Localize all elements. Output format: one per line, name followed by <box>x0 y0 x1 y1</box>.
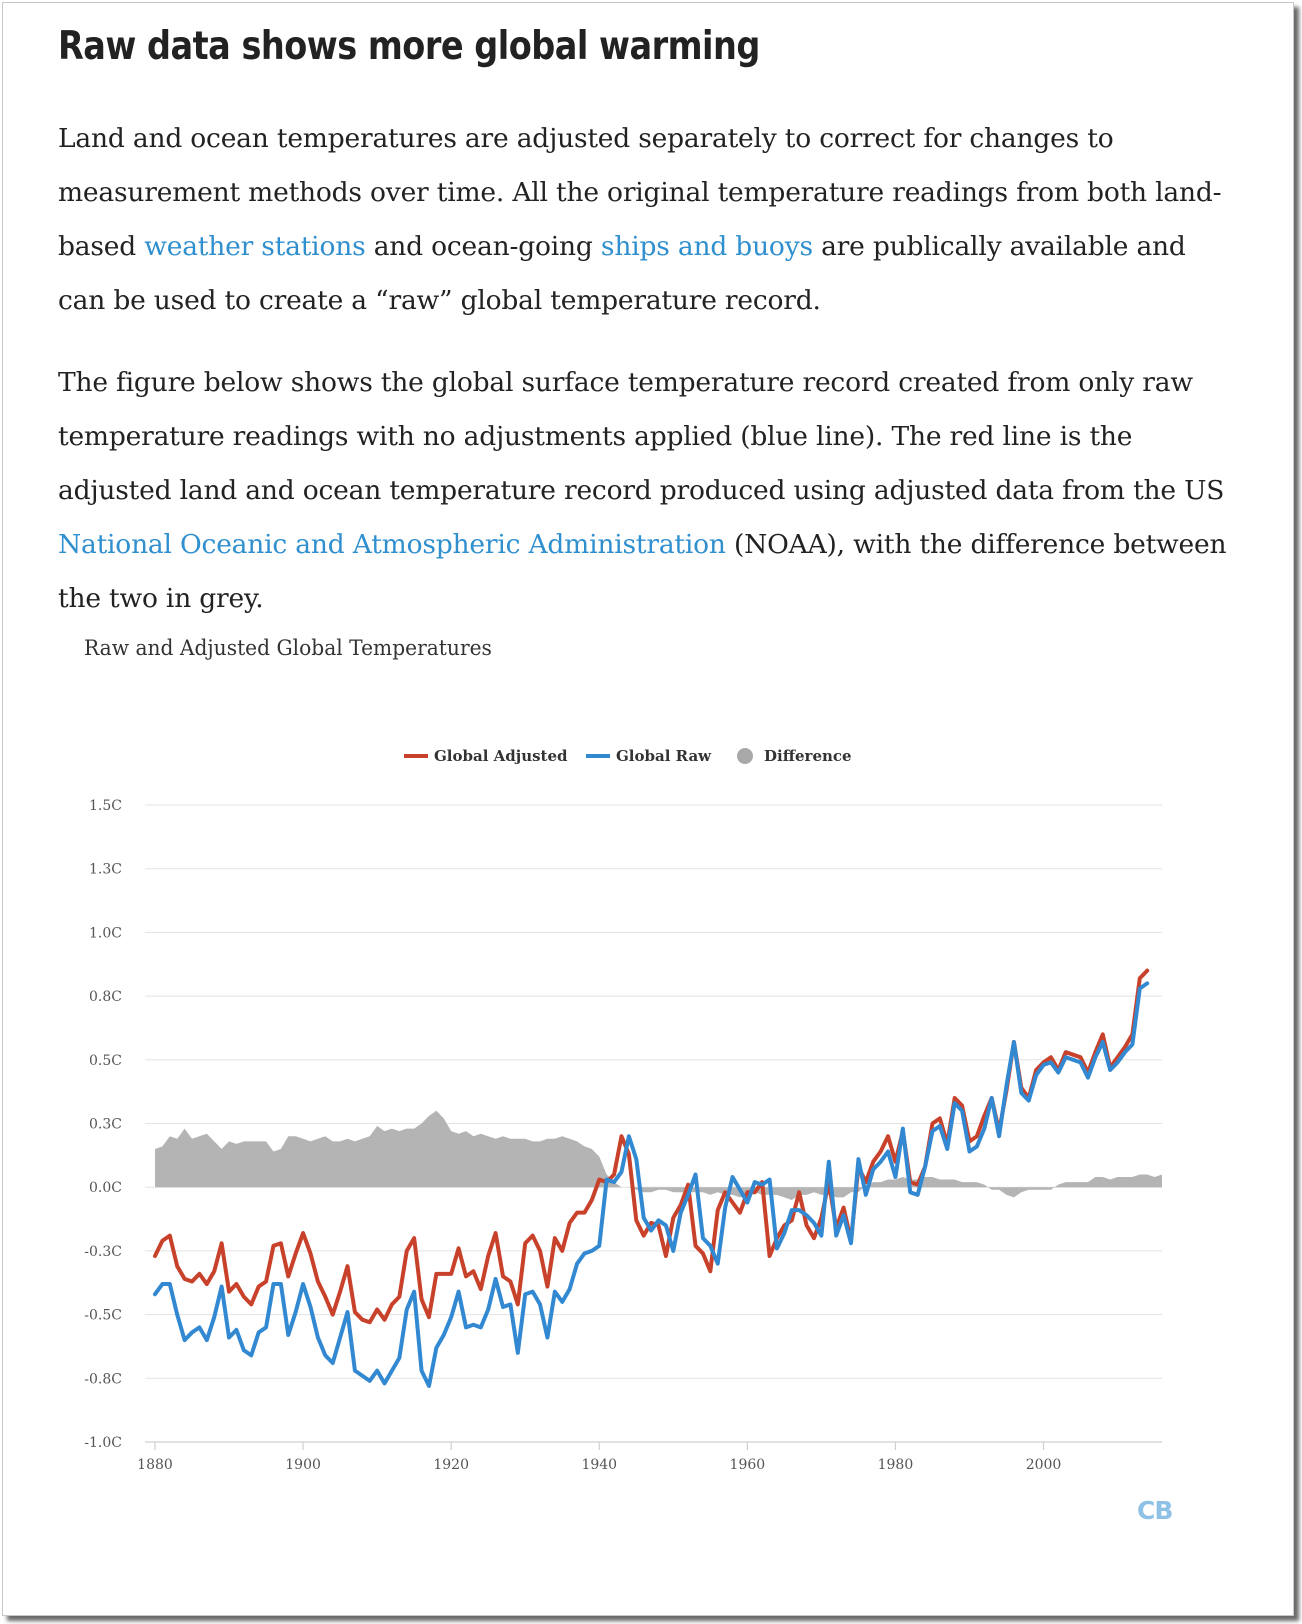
chart-title: Raw and Adjusted Global Temperatures <box>84 636 492 661</box>
paragraph-text: are publically available and can be used to create a “raw” global temperature record. <box>58 231 1186 316</box>
legend-label-difference: Difference <box>764 747 852 765</box>
y-tick-label: 0.8C <box>89 989 122 1006</box>
y-tick-label: 1.5C <box>89 798 122 814</box>
y-tick-label: 0.0C <box>89 1180 122 1197</box>
paragraph-text: (NOAA), with the difference between the two in grey. <box>58 529 1227 614</box>
x-tick-label: 1980 <box>877 1457 914 1473</box>
carbon-brief-logo: CB <box>1137 1496 1173 1525</box>
ships-and-buoys-link[interactable]: ships and buoys <box>600 231 813 262</box>
legend-label-raw: Global Raw <box>616 747 712 765</box>
y-tick-label: -0.5C <box>84 1307 122 1324</box>
y-tick-label: -1.0C <box>84 1435 122 1451</box>
y-tick-label: 0.5C <box>89 1052 122 1069</box>
y-tick-label: -0.8C <box>84 1371 122 1388</box>
y-tick-label: -0.3C <box>84 1243 122 1260</box>
legend-label-adjusted: Global Adjusted <box>434 747 568 765</box>
x-tick-label: 1960 <box>729 1457 766 1473</box>
difference-area <box>155 1111 1162 1200</box>
paragraph-text: The figure below shows the global surface temperature record created from only raw temperature readings with no adjustments applied (blue line). The red line is the adjusted land and ocean temperature record produced using adjusted data from the US <box>58 367 1225 506</box>
weather-stations-link[interactable]: weather stations <box>144 231 366 262</box>
y-tick-label: 1.3C <box>89 861 122 878</box>
noaa-link[interactable]: National Oceanic and Atmospheric Administration <box>58 529 726 560</box>
x-tick-label: 2000 <box>1025 1457 1062 1473</box>
y-tick-label: 0.3C <box>89 1116 122 1133</box>
x-tick-label: 1880 <box>137 1457 173 1473</box>
x-tick-label: 1940 <box>581 1457 618 1473</box>
y-tick-label: 1.0C <box>89 925 122 942</box>
x-tick-label: 1920 <box>433 1457 469 1473</box>
article-heading: Raw data shows more global warming <box>58 24 760 69</box>
paragraph-text: and ocean-going <box>365 231 601 262</box>
paragraph-text: Land and ocean temperatures are adjusted separately to correct for changes to measurement methods over time. All the original temperature readings from both land-based <box>58 123 1222 262</box>
legend-swatch-difference <box>737 748 753 764</box>
x-tick-label: 1900 <box>285 1457 321 1473</box>
